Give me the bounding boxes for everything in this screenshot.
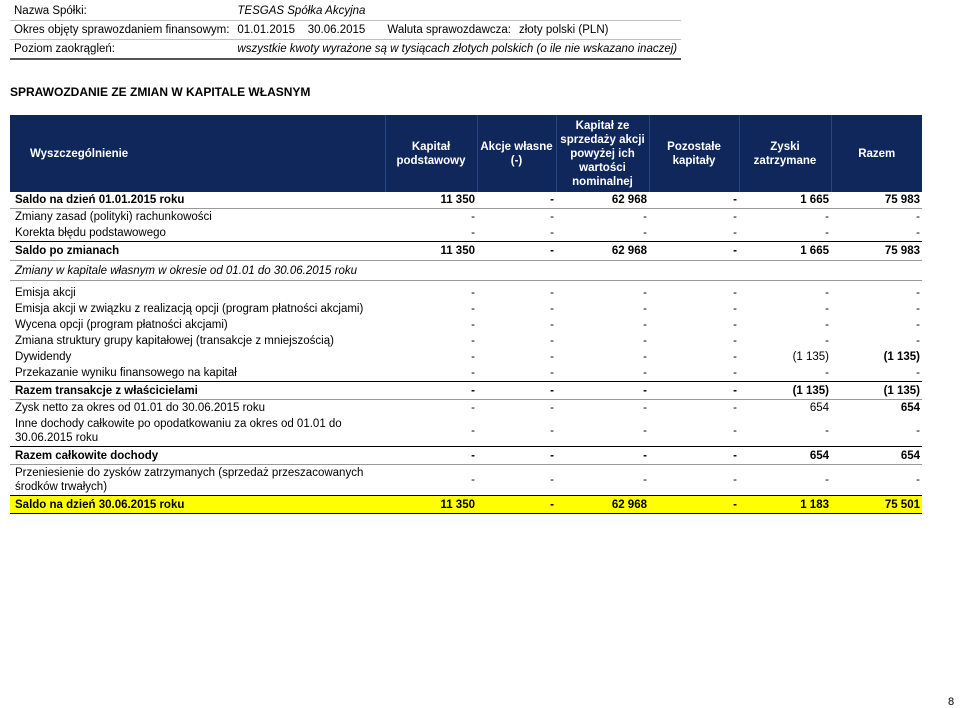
table-row bbox=[10, 416, 922, 447]
cell: - bbox=[916, 335, 920, 347]
cell: - bbox=[471, 351, 475, 363]
row-label: Saldo na dzień 01.01.2015 roku bbox=[15, 194, 185, 206]
cell: 654 bbox=[831, 447, 922, 465]
cell: - bbox=[825, 367, 829, 379]
section-label: Zmiany w kapitale własnym w okresie od 01.01 do 30.06.2015 roku bbox=[10, 261, 922, 281]
row-label: Emisja akcji w związku z realizacją opcji (program płatności akcjami) bbox=[15, 303, 364, 315]
table-row bbox=[10, 447, 922, 465]
row-label: Inne dochody całkowite po opodatkowaniu za okres od 01.01 do 30.06.2015 roku bbox=[15, 418, 342, 444]
cell: - bbox=[643, 335, 647, 347]
company-label: Nazwa Spółki: bbox=[10, 2, 233, 21]
cell: - bbox=[643, 351, 647, 363]
cell: - bbox=[649, 465, 739, 496]
cell: - bbox=[477, 209, 556, 226]
cell: 62 968 bbox=[556, 242, 649, 261]
cell: - bbox=[550, 194, 554, 206]
cell: - bbox=[733, 351, 737, 363]
cell: - bbox=[385, 209, 477, 226]
cell: 11 350 bbox=[440, 194, 475, 206]
row-label: Przeniesienie do zysków zatrzymanych (sprzedaż przeszacowanych środków trwałych) bbox=[10, 465, 385, 496]
cell: - bbox=[643, 319, 647, 331]
cell: - bbox=[471, 335, 475, 347]
cell: - bbox=[550, 287, 554, 299]
row-label: Przekazanie wyniku finansowego na kapitał bbox=[15, 367, 237, 379]
row-label: Razem całkowite dochody bbox=[10, 447, 385, 465]
cell: - bbox=[916, 425, 920, 437]
cell: - bbox=[471, 227, 475, 239]
cell: - bbox=[825, 287, 829, 299]
cell: - bbox=[739, 209, 831, 226]
table-row bbox=[10, 333, 922, 349]
cell: - bbox=[477, 242, 556, 261]
cell: - bbox=[916, 367, 920, 379]
cell: - bbox=[385, 465, 477, 496]
cell: - bbox=[825, 303, 829, 315]
cell: 1 665 bbox=[739, 242, 831, 261]
cell: - bbox=[643, 425, 647, 437]
cell: - bbox=[831, 465, 922, 496]
row-label: Razem transakcje z właścicielami bbox=[10, 382, 385, 400]
cell: 62 968 bbox=[556, 496, 649, 514]
table-row bbox=[10, 209, 922, 226]
row-label: Zmiany zasad (polityki) rachunkowości bbox=[10, 209, 385, 226]
cell: - bbox=[477, 400, 556, 417]
cell: 1 665 bbox=[800, 194, 829, 206]
cell: (1 135) bbox=[883, 351, 920, 363]
cell: - bbox=[477, 447, 556, 465]
cell: - bbox=[556, 447, 649, 465]
cell: 62 968 bbox=[611, 194, 647, 206]
cell: - bbox=[385, 382, 477, 400]
table-row bbox=[10, 400, 922, 417]
cell: - bbox=[733, 367, 737, 379]
currency-label: Waluta sprawozdawcza: bbox=[383, 21, 515, 40]
cell: 75 501 bbox=[831, 496, 922, 514]
row-label: Emisja akcji bbox=[15, 287, 76, 299]
cell: - bbox=[471, 425, 475, 437]
cell: - bbox=[733, 425, 737, 437]
table-row bbox=[10, 465, 922, 496]
table-row bbox=[10, 317, 922, 333]
cell: - bbox=[916, 319, 920, 331]
cell: - bbox=[825, 425, 829, 437]
table-header-row bbox=[10, 115, 922, 192]
cell: - bbox=[733, 303, 737, 315]
cell: 654 bbox=[739, 447, 831, 465]
row-label: Zmiana struktury grupy kapitałowej (transakcje z mniejszością) bbox=[15, 335, 334, 347]
cell: - bbox=[385, 447, 477, 465]
col-header-share-capital: Kapitał podstawowy bbox=[385, 115, 477, 192]
col-header-total: Razem bbox=[831, 115, 922, 192]
cell: - bbox=[556, 209, 649, 226]
row-label: Dywidendy bbox=[15, 351, 72, 363]
cell: - bbox=[649, 209, 739, 226]
row-label: Saldo na dzień 30.06.2015 roku bbox=[10, 496, 385, 514]
report-title: SPRAWOZDANIE ZE ZMIAN W KAPITALE WŁASNYM bbox=[10, 85, 311, 99]
table-row bbox=[10, 225, 922, 242]
cell: 11 350 bbox=[385, 242, 477, 261]
cell: - bbox=[477, 496, 556, 514]
cell: - bbox=[649, 400, 739, 417]
rounding-value: wszystkie kwoty wyrażone są w tysiącach złotych polskich (o ile nie wskazano inaczej) bbox=[233, 40, 681, 60]
cell: - bbox=[556, 465, 649, 496]
col-header-own-shares: Akcje własne (-) bbox=[477, 115, 556, 192]
cell: - bbox=[825, 335, 829, 347]
col-header-other-capital: Pozostałe kapitały bbox=[649, 115, 739, 192]
cell: - bbox=[733, 319, 737, 331]
cell: - bbox=[471, 287, 475, 299]
cell: - bbox=[649, 382, 739, 400]
cell: - bbox=[550, 319, 554, 331]
cell: - bbox=[643, 287, 647, 299]
row-label: Wycena opcji (program płatności akcjami) bbox=[15, 319, 228, 331]
cell: - bbox=[825, 319, 829, 331]
cell: - bbox=[916, 227, 920, 239]
cell: - bbox=[643, 367, 647, 379]
cell: - bbox=[733, 287, 737, 299]
currency-value: złoty polski (PLN) bbox=[515, 21, 681, 40]
cell: - bbox=[550, 367, 554, 379]
col-header-share-premium: Kapitał ze sprzedaży akcji powyżej ich wartości nominalnej bbox=[556, 115, 649, 192]
cell: - bbox=[649, 496, 739, 514]
company-value: TESGAS Spółka Akcyjna bbox=[233, 2, 681, 21]
table-row bbox=[10, 382, 922, 400]
period-value: 01.01.2015 30.06.2015 bbox=[233, 21, 383, 40]
cell: - bbox=[471, 319, 475, 331]
cell: - bbox=[550, 335, 554, 347]
cell: - bbox=[825, 227, 829, 239]
cell: 75 983 bbox=[831, 242, 922, 261]
table-row bbox=[10, 192, 922, 209]
cell: - bbox=[649, 447, 739, 465]
table-row bbox=[10, 349, 922, 365]
table-row bbox=[10, 242, 922, 261]
table-row bbox=[10, 301, 922, 317]
cell: 11 350 bbox=[385, 496, 477, 514]
row-label: Korekta błędu podstawowego bbox=[15, 227, 166, 239]
cell: - bbox=[550, 227, 554, 239]
cell: - bbox=[733, 227, 737, 239]
table-row bbox=[10, 365, 922, 382]
cell: - bbox=[916, 287, 920, 299]
cell: - bbox=[831, 209, 922, 226]
section-row bbox=[10, 261, 922, 281]
cell: - bbox=[643, 227, 647, 239]
cell: (1 135) bbox=[831, 382, 922, 400]
cell: 1 183 bbox=[739, 496, 831, 514]
cell: - bbox=[733, 335, 737, 347]
cell: - bbox=[471, 367, 475, 379]
period-label: Okres objęty sprawozdaniem finansowym: bbox=[10, 21, 233, 40]
cell: - bbox=[916, 303, 920, 315]
col-header-retained-earnings: Zyski zatrzymane bbox=[739, 115, 831, 192]
col-header-desc: Wyszczególnienie bbox=[10, 115, 385, 192]
page-number: 8 bbox=[948, 696, 955, 708]
cell: - bbox=[556, 382, 649, 400]
cell: (1 135) bbox=[739, 382, 831, 400]
cell: - bbox=[550, 425, 554, 437]
cell: - bbox=[385, 400, 477, 417]
cell: 75 983 bbox=[884, 194, 920, 206]
cell: - bbox=[550, 303, 554, 315]
rounding-label: Poziom zaokrągleń: bbox=[10, 40, 233, 60]
cell: - bbox=[643, 303, 647, 315]
cell: - bbox=[477, 382, 556, 400]
row-label: Saldo po zmianach bbox=[10, 242, 385, 261]
cell: (1 135) bbox=[792, 351, 829, 363]
cell: - bbox=[649, 242, 739, 261]
row-label: Zysk netto za okres od 01.01 do 30.06.2015 roku bbox=[10, 400, 385, 417]
table-row-closing-balance bbox=[10, 496, 922, 514]
cell: 654 bbox=[831, 400, 922, 417]
cell: - bbox=[477, 465, 556, 496]
cell: 654 bbox=[739, 400, 831, 417]
cell: - bbox=[550, 351, 554, 363]
cell: - bbox=[739, 465, 831, 496]
table-row bbox=[10, 285, 922, 301]
equity-changes-table bbox=[10, 115, 922, 514]
report-header bbox=[10, 2, 681, 60]
cell: - bbox=[556, 400, 649, 417]
cell: - bbox=[471, 303, 475, 315]
cell: - bbox=[733, 194, 737, 206]
